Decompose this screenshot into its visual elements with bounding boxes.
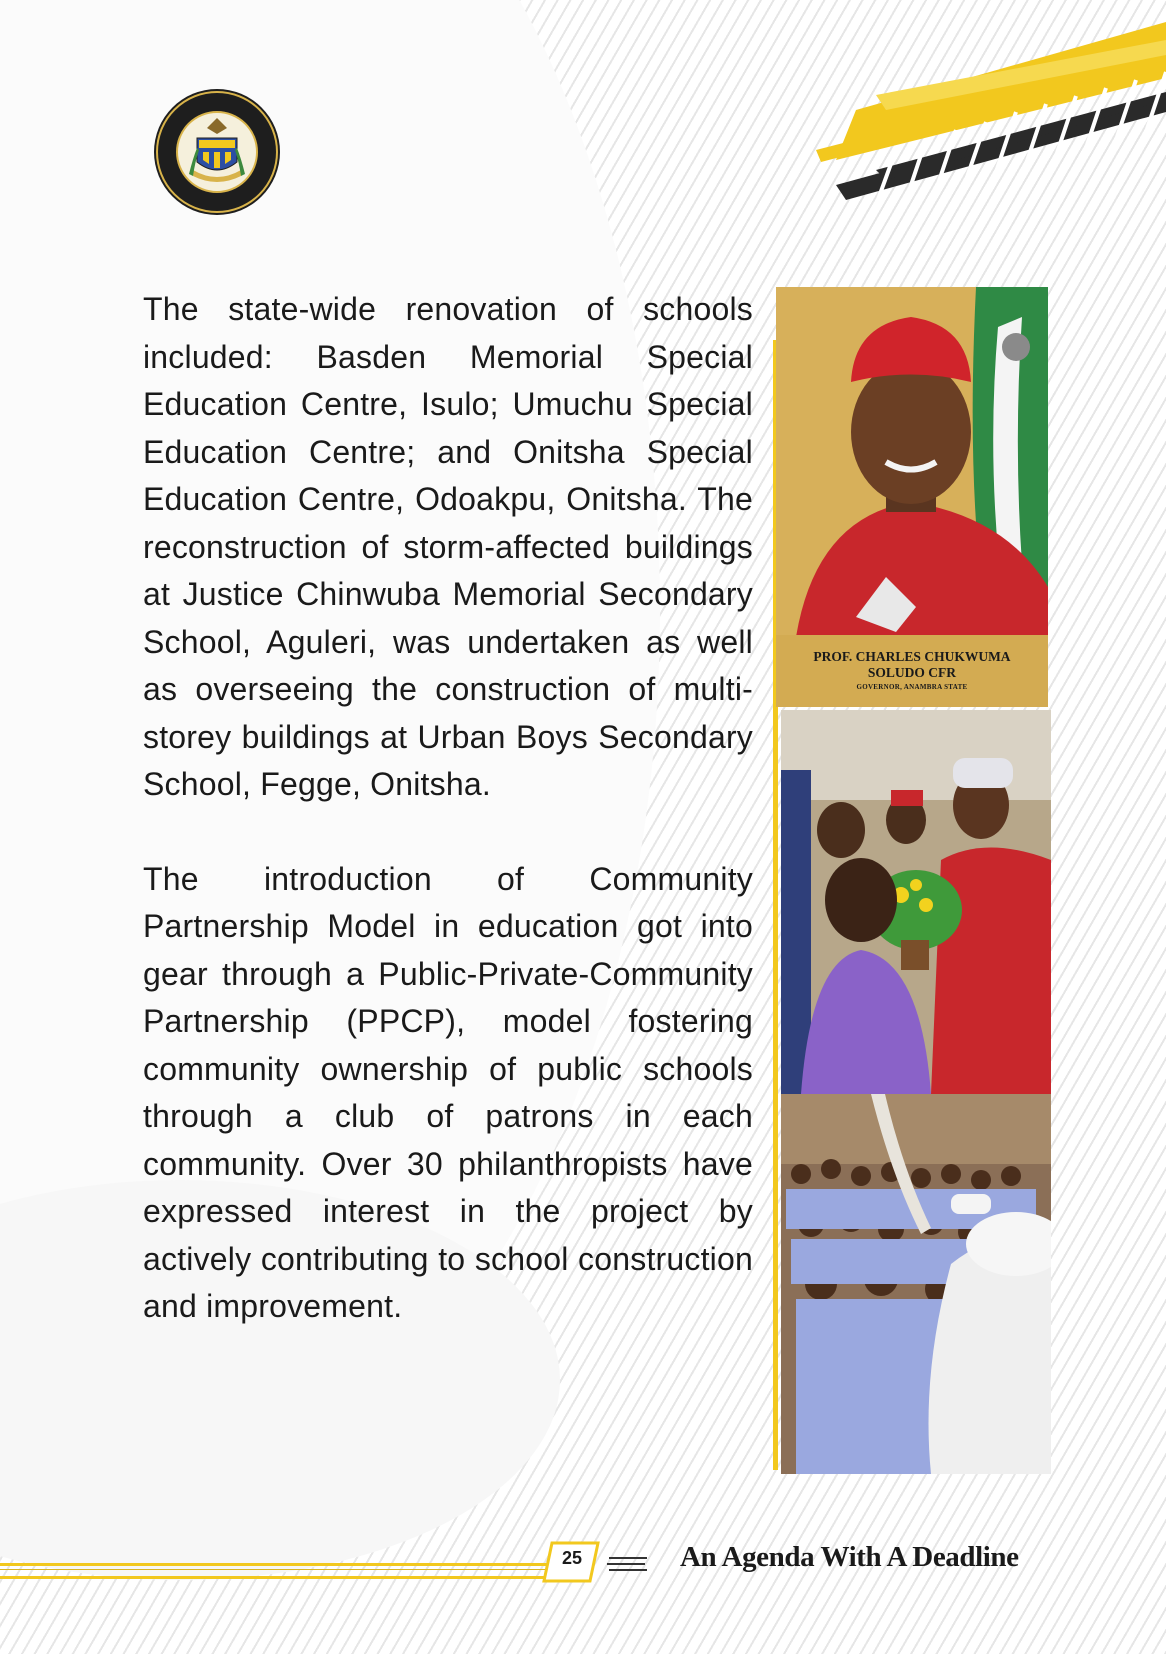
- page-number: 25: [561, 1548, 583, 1568]
- caption-role: GOVERNOR, ANAMBRA STATE: [856, 683, 968, 691]
- caption-name-line1: PROF. CHARLES CHUKWUMA: [813, 649, 1011, 664]
- footer-rule-inner: [0, 1569, 548, 1570]
- pupils-celebrating-photo: [781, 1094, 1051, 1474]
- brush-stroke-decoration: [816, 0, 1166, 210]
- caption-name-line2: SOLUDO CFR: [867, 665, 957, 680]
- body-text: [143, 286, 753, 1378]
- governor-with-pupil-photo: [781, 710, 1051, 1094]
- paragraph-renovation: The state-wide renovation of schools included: Basden Memorial Special Education Centre, Isulo; Umuchu Special Education Centre; and Onitsha Special Education Centre, Odoakpu, Onitsha. The reconstruction of storm-affected buildings at Justice Chinwuba Memorial Secondary School, Aguleri, was undertaken as well as overseeing the construction of multi-storey buildings at Urban Boys Secondary School, Fegge, Onitsha.: [143, 291, 753, 802]
- paragraph-community-partnership: The introduction of Community Partnership Model in education got into gear through a Public-Private-Community Partnership (PPCP), model fostering community ownership of public schools through a club of patrons in each community. Over 30 philanthropists have expressed interest in the project by actively contributing to school construction and improvement.: [143, 860, 753, 1324]
- footer-title: An Agenda With A Deadline: [680, 1541, 1019, 1573]
- portrait-caption: [776, 635, 1048, 707]
- footer-dash-decoration: [607, 1555, 647, 1573]
- anambra-state-seal: [153, 88, 281, 216]
- footer-rule: [0, 1563, 548, 1579]
